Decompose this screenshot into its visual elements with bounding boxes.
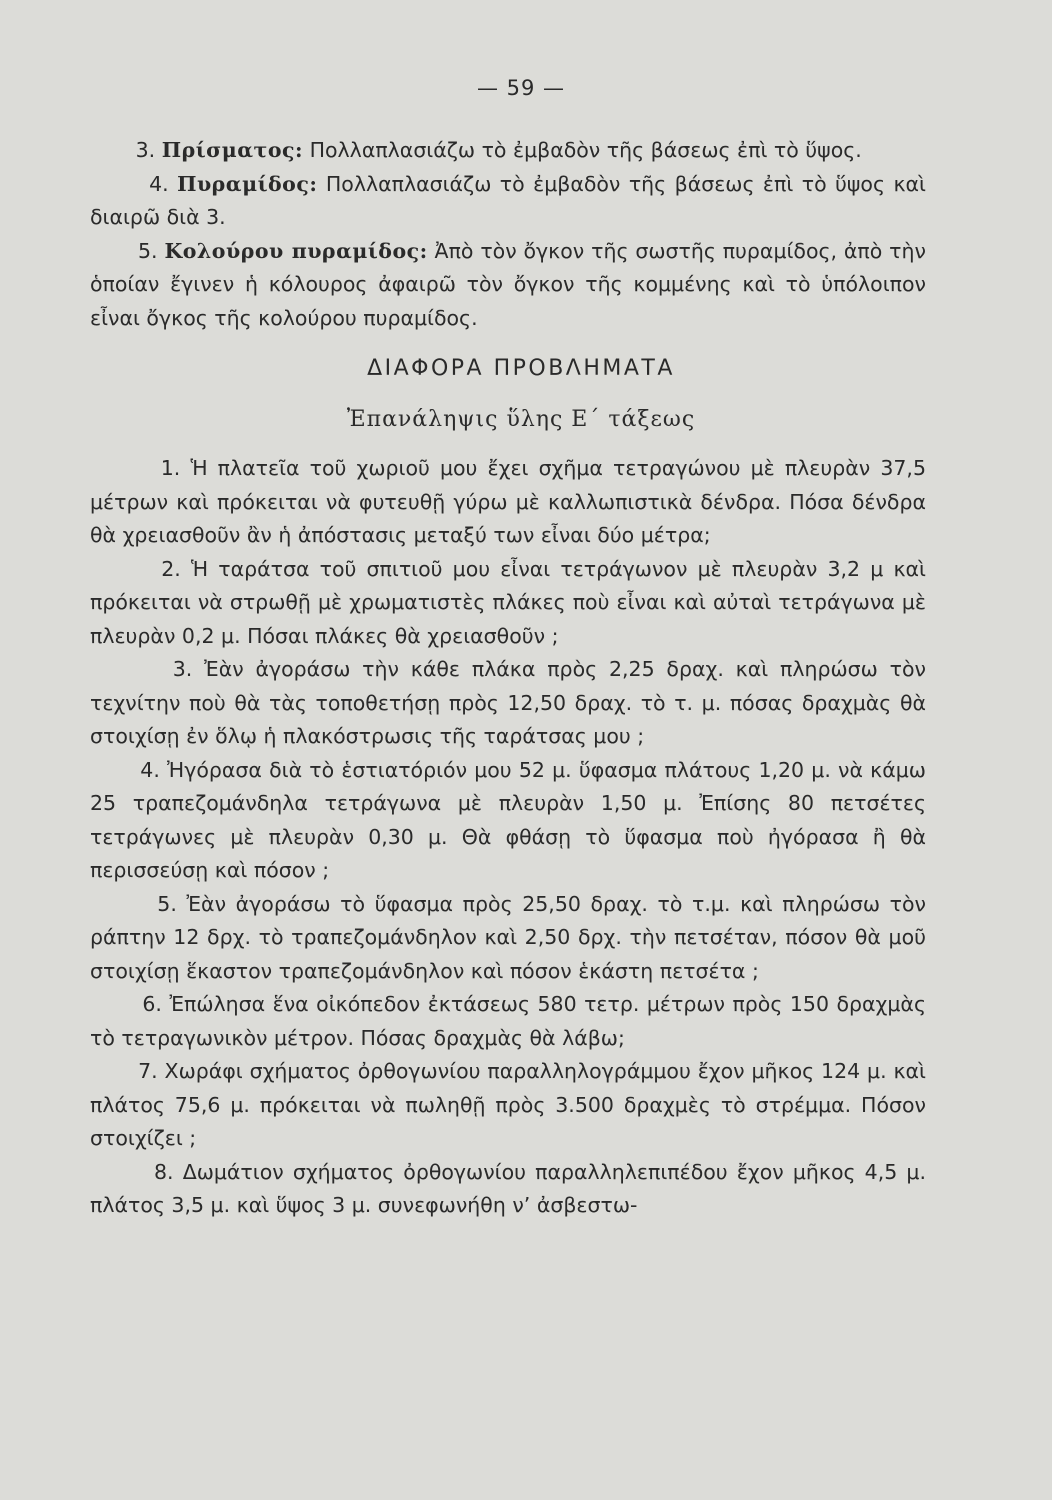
problem-text: Ἠγόρασα διὰ τὸ ἑστιατόριόν μου 52 μ. ὕφασμα πλάτους 1,20 μ. νὰ κάμω 25 τραπεζομάνδηλα τετράγωνα μὲ πλευρὰν 1,50 μ. Ἐπίσης 80 πετσέτες τετράγωνες μὲ πλευρὰν 0,30 μ. Θὰ φθάσῃ τὸ ὕφασμα ποὺ ἠγόρασα ἢ θὰ περισσεύσῃ καὶ πόσον ; bbox=[90, 757, 926, 882]
problem-text: Ἡ ταράτσα τοῦ σπιτιοῦ μου εἶναι τετράγωνον μὲ πλευρὰν 3,2 μ καὶ πρόκειται νὰ στρωθῇ μὲ χρωματιστὲς πλάκες ποὺ εἶναι καὶ αὐταὶ τετράγωνα μὲ πλευρὰν 0,2 μ. Πόσαι πλάκες θὰ χρειασθοῦν ; bbox=[90, 556, 926, 648]
definition-number: 3. bbox=[135, 138, 156, 162]
definition-text: Πολλαπλασιάζω τὸ ἐμβαδὸν τῆς βάσεως ἐπὶ τὸ ὕψος. bbox=[309, 138, 862, 162]
page-number: — 59 — bbox=[476, 76, 566, 100]
problem-number: 7. bbox=[138, 1059, 158, 1083]
problem-text: Χωράφι σχήματος ὀρθογωνίου παραλληλογράμμου ἔχον μῆκος 124 μ. καὶ πλάτος 75,6 μ. πρόκειται νὰ πωληθῇ πρὸς 3.500 δραχμὲς τὸ στρέμμα. Πόσον στοιχίζει ; bbox=[90, 1059, 926, 1150]
problem-number: 3. bbox=[172, 657, 193, 681]
problem-text: Ἡ πλατεῖα τοῦ χωριοῦ μου ἔχει σχῆμα τετραγώνου μὲ πλευρὰν 37,5 μέτρων καὶ πρόκειται νὰ φυτευθῇ γύρω μὲ καλλωπιστικὰ δένδρα. Πόσα δένδρα θὰ χρειασθοῦν ἂν ἡ ἀπόστασις μεταξύ των εἶναι δύο μέτρα; bbox=[90, 456, 926, 547]
problems-list bbox=[90, 452, 926, 1223]
definition-text: Ἀπὸ τὸν ὄγκον τῆς σωστῆς πυραμίδος, ἀπὸ τὴν ὁποίαν ἔγινεν ἡ κόλουρος ἀφαιρῶ τὸν ὄγκον τῆς κομμένης καὶ τὸ ὑπόλοιπον εἶναι ὄγκος τῆς κολούρου πυραμίδος. bbox=[90, 238, 926, 330]
problem-number: 4. bbox=[140, 757, 160, 782]
definition-item: 3. Πρίσματος: Πολλαπλασιάζω τὸ ἐμβαδὸν τῆς βάσεως ἐπὶ τὸ ὕψος. bbox=[135, 138, 862, 162]
problem-number: 1. bbox=[160, 456, 181, 480]
problem-text: Ἐὰν ἀγοράσω τὸ ὕφασμα πρὸς 25,50 δραχ. τὸ τ.μ. καὶ πληρώσω τὸν ράπτην 12 δρχ. τὸ τραπεζομάνδηλον καὶ 2,50 δρχ. τὴν πετσέταν, πόσον θὰ μοῦ στοιχίσῃ ἕκαστον τραπεζομάνδηλον καὶ πόσον ἑκάστη πετσέτα ; bbox=[90, 891, 926, 983]
problem-item bbox=[90, 452, 926, 553]
definitions-list bbox=[90, 134, 926, 335]
problem-item bbox=[90, 754, 926, 888]
problem-text: Δωμάτιον σχήματος ὀρθογωνίου παραλληλεπιπέδου ἔχον μῆκος 4,5 μ. πλάτος 3,5 μ. καὶ ὕψος 3 μ. συνεφωνήθη ν’ ἀσβεστω- bbox=[90, 1159, 926, 1217]
problem-text: Ἐὰν ἀγοράσω τὴν κάθε πλάκα πρὸς 2,25 δραχ. καὶ πληρώσω τὸν τεχνίτην ποὺ θὰ τὰς τοποθετήσῃ πρὸς 12,50 δραχ. τὸ τ. μ. πόσας δραχμὰς θὰ στοιχίσῃ ἐν ὅλῳ ἡ πλακόστρωσις τῆς ταράτσας μου ; bbox=[90, 657, 926, 748]
definition-text: Πολλαπλασιάζω τὸ ἐμβαδὸν τῆς βάσεως ἐπὶ τὸ ὕψος καὶ διαιρῶ διὰ 3. bbox=[90, 171, 926, 229]
problem-number: 8. bbox=[153, 1159, 174, 1184]
problem-text: Ἐπώλησα ἕνα οἰκόπεδον ἐκτάσεως 580 τετρ. μέτρων πρὸς 150 δραχμὰς τὸ τετραγωνικὸν μέτρον. Πόσας δραχμὰς θὰ λάβω; bbox=[90, 992, 926, 1050]
definition-item: 4. Πυραμίδος: Πολλαπλασιάζω τὸ ἐμβαδὸν τῆς βάσεως ἐπὶ τὸ ὕψος καὶ διαιρῶ διὰ 3. bbox=[90, 171, 926, 229]
problem-item bbox=[90, 553, 926, 654]
definition-number: 4. bbox=[149, 171, 169, 196]
definition-term: Πυραμίδος bbox=[177, 171, 310, 196]
problem-number: 6. bbox=[142, 992, 162, 1016]
problem-number: 2. bbox=[161, 556, 181, 581]
problem-item bbox=[90, 988, 926, 1055]
definition-number: 5. bbox=[138, 238, 158, 263]
definition-item: 5. Κολούρου πυραμίδος: Ἀπὸ τὸν ὄγκον τῆς σωστῆς πυραμίδος, ἀπὸ τὴν ὁποίαν ἔγινεν ἡ κόλουρος ἀφαιρῶ τὸν ὄγκον τῆς κομμένης καὶ τὸ ὑπόλοιπον εἶναι ὄγκος τῆς κολούρου πυραμίδος. bbox=[90, 238, 926, 330]
definition-term: Κολούρου πυραμίδος bbox=[164, 238, 420, 263]
problem-item bbox=[90, 888, 926, 989]
problem-number: 5. bbox=[157, 891, 177, 916]
problem-item bbox=[90, 1156, 926, 1223]
section-title: ΔΙΑΦΟΡΑ ΠΡΟΒΛΗΜΑΤΑ bbox=[367, 356, 675, 381]
problem-item bbox=[90, 1055, 926, 1156]
definition-term: Πρίσματος bbox=[161, 138, 295, 162]
problem-item bbox=[90, 653, 926, 754]
section-subtitle: Ἐπανάληψις ὕλης Ε΄ τάξεως bbox=[346, 407, 696, 432]
